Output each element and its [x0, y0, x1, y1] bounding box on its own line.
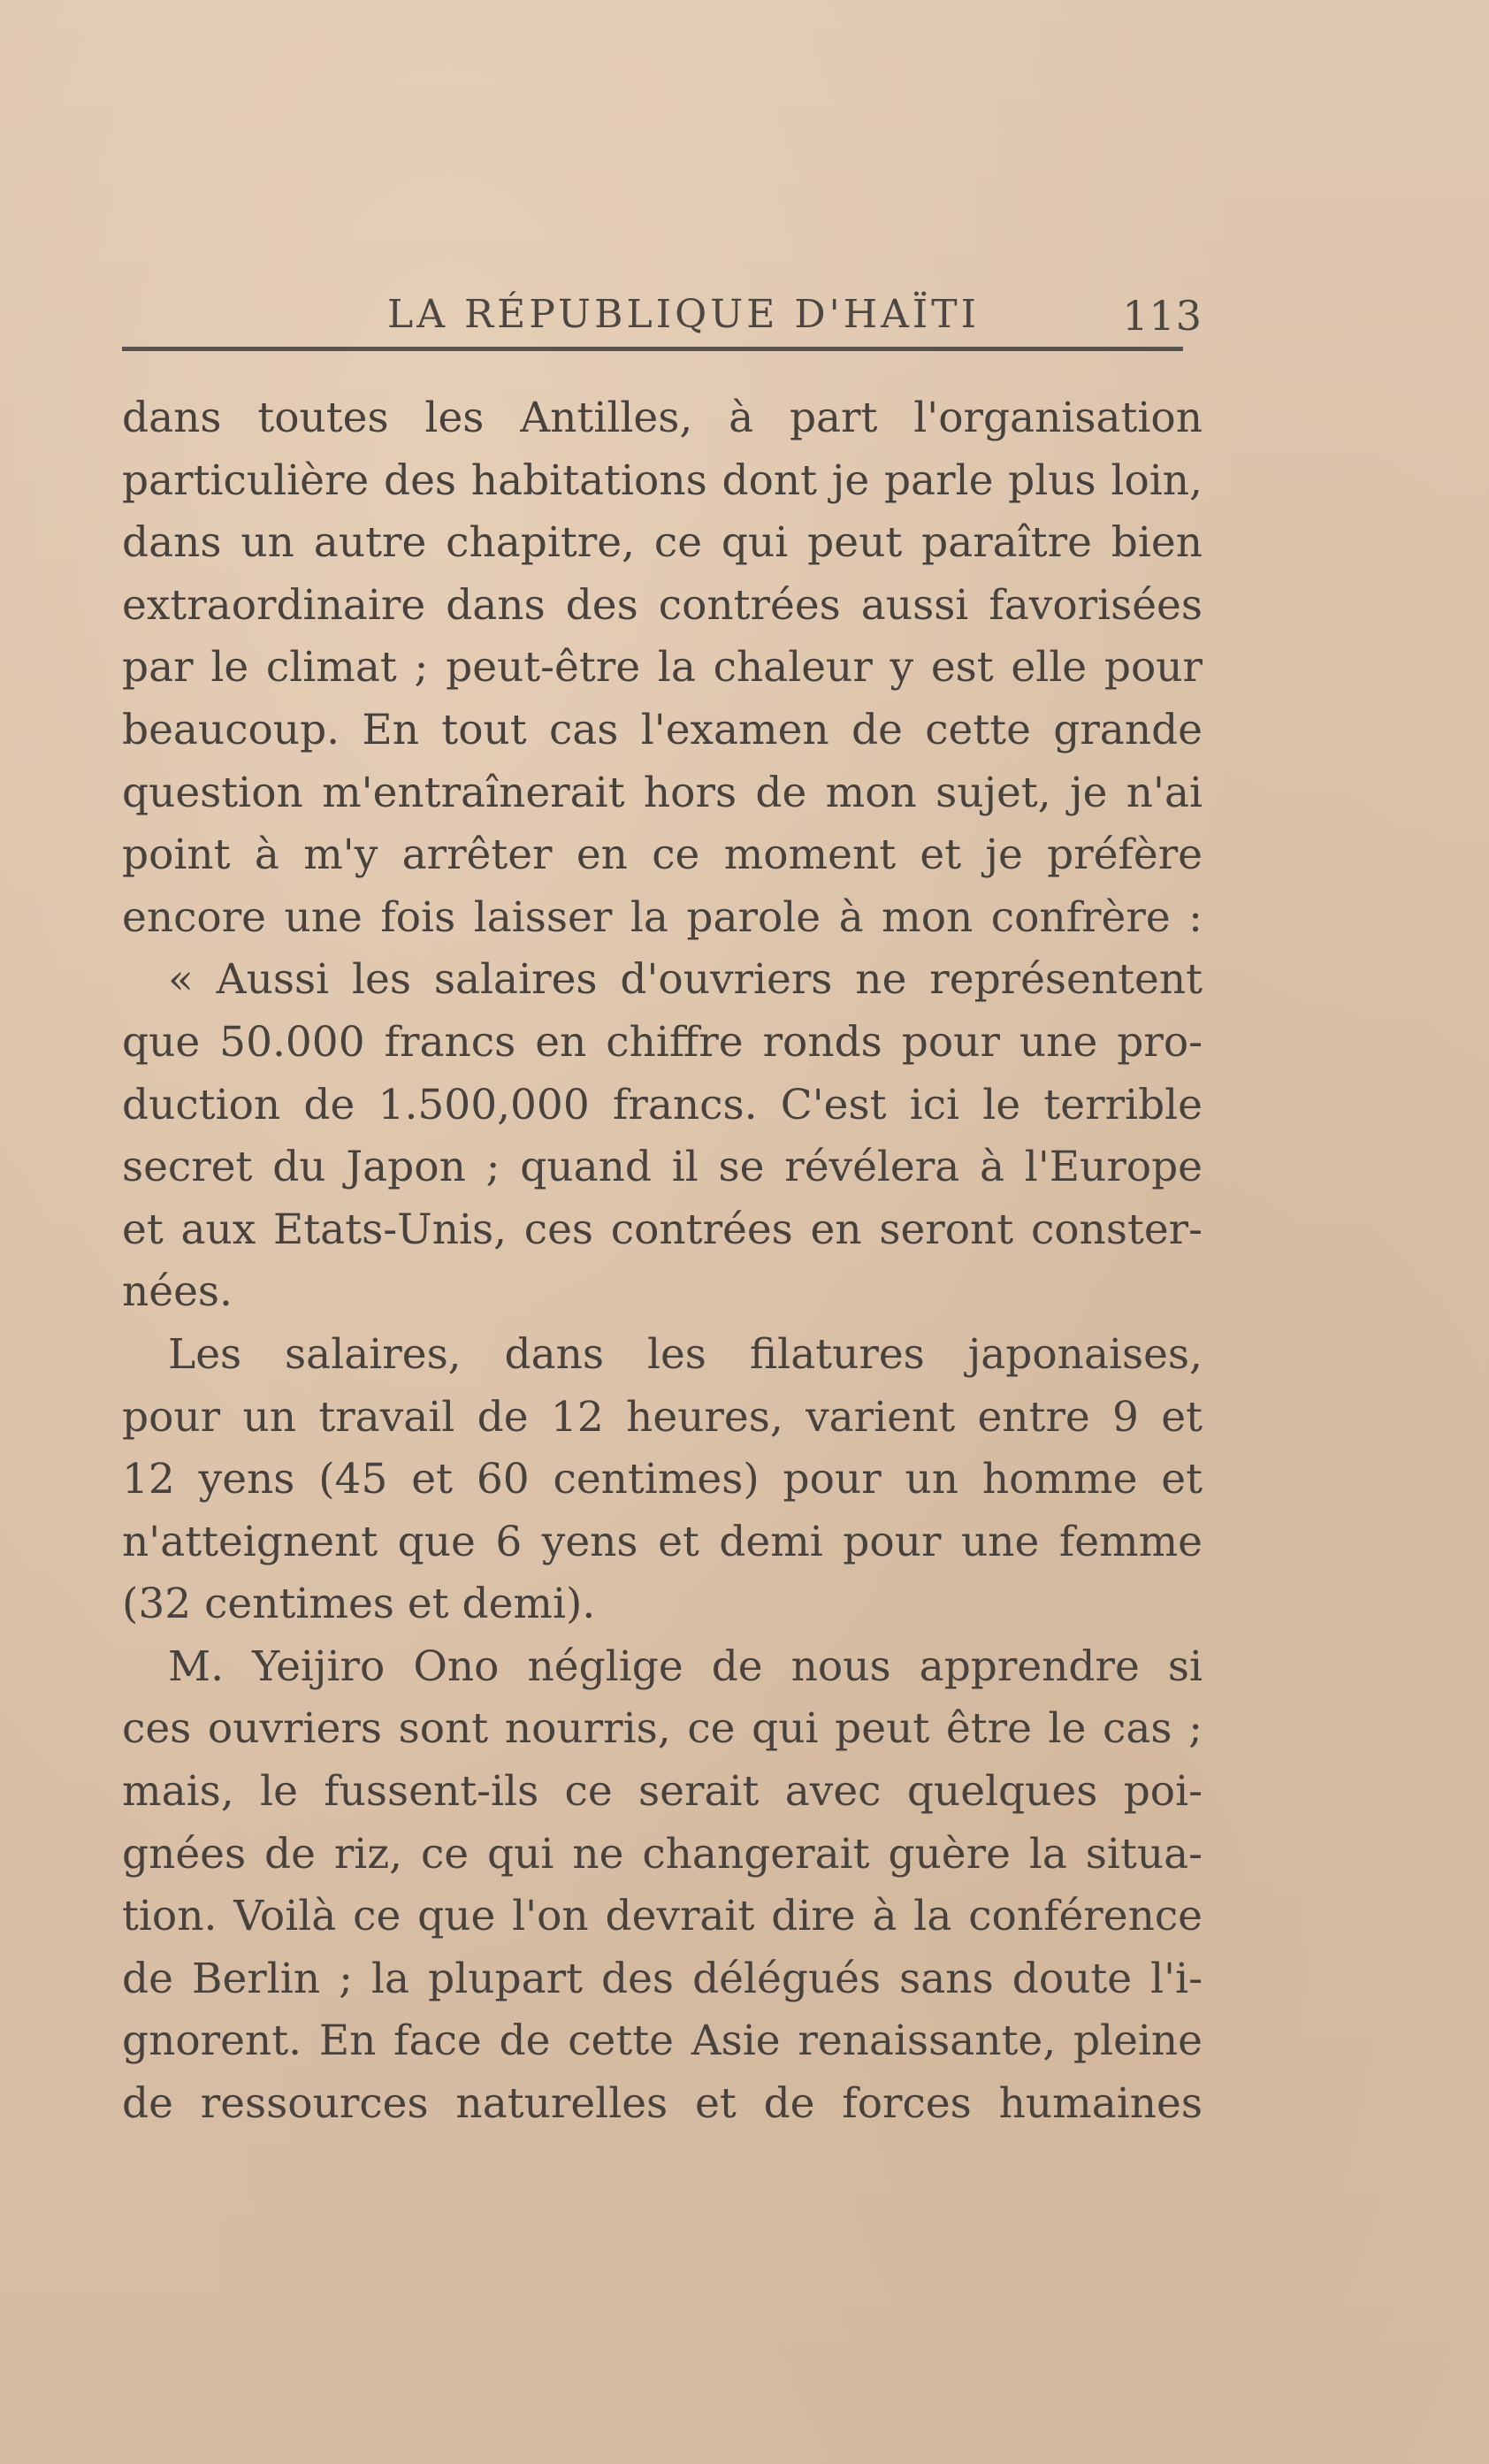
text-line: de ressources naturelles et de forces humaines: [122, 2079, 1203, 2129]
text-line: tion. Voilà ce que l'on devrait dire à la conférence: [122, 1892, 1203, 1941]
text-line: M. Yeijiro Ono néglige de nous apprendre si: [168, 1641, 1203, 1691]
text-line: encore une fois laisser la parole à mon confrère :: [122, 892, 1203, 942]
text-line: mais, le fussent-ils ce serait avec quelques poi-: [122, 1767, 1203, 1817]
page-number: 113: [1122, 292, 1203, 340]
text-line: par le climat ; peut-être la chaleur y est elle pour: [122, 643, 1203, 693]
text-line: gnorent. En face de cette Asie renaissante, pleine: [122, 2016, 1203, 2066]
text-line: ces ouvriers sont nourris, ce qui peut être le cas ;: [122, 1704, 1203, 1754]
text-line: « Aussi les salaires d'ouvriers ne représentent: [168, 955, 1203, 1005]
text-line: extraordinaire dans des contrées aussi favorisées: [122, 580, 1203, 630]
text-line: nées.: [122, 1267, 233, 1317]
text-line: dans un autre chapitre, ce qui peut paraître bien: [122, 518, 1203, 568]
text-line: secret du Japon ; quand il se révélera à l'Europe: [122, 1143, 1203, 1192]
header-rule: [122, 347, 1183, 351]
text-line: dans toutes les Antilles, à part l'organisation: [122, 394, 1203, 442]
text-line: 12 yens (45 et 60 centimes) pour un homme et: [122, 1455, 1203, 1504]
text-line: et aux Etats-Unis, ces contrées en seront conster-: [122, 1205, 1203, 1254]
text-line: beaucoup. En tout cas l'examen de cette grande: [122, 705, 1203, 754]
text-line: question m'entraînerait hors de mon sujet, je n'ai: [122, 768, 1203, 817]
text-line: de Berlin ; la plupart des délégués sans doute l'i-: [122, 1954, 1203, 2003]
text-line: duction de 1.500,000 francs. C'est ici le terrible: [122, 1080, 1203, 1129]
text-line: n'atteignent que 6 yens et demi pour une femme: [122, 1517, 1203, 1566]
text-line: que 50.000 francs en chiffre ronds pour une pro-: [122, 1017, 1203, 1067]
text-line: point à m'y arrêter en ce moment et je préfère: [122, 830, 1203, 880]
running-head: [122, 292, 1203, 354]
text-line: (32 centimes et demi).: [122, 1580, 596, 1629]
body-text: [122, 387, 1203, 2136]
text-line: pour un travail de 12 heures, varient entre 9 et: [122, 1392, 1203, 1442]
text-line: particulière des habitations dont je parle plus loin,: [122, 455, 1203, 505]
running-title: LA RÉPUBLIQUE D'HAÏTI: [387, 292, 980, 337]
text-line: Les salaires, dans les filatures japonaises,: [168, 1329, 1203, 1379]
text-line: gnées de riz, ce qui ne changerait guère la situa-: [122, 1829, 1203, 1879]
